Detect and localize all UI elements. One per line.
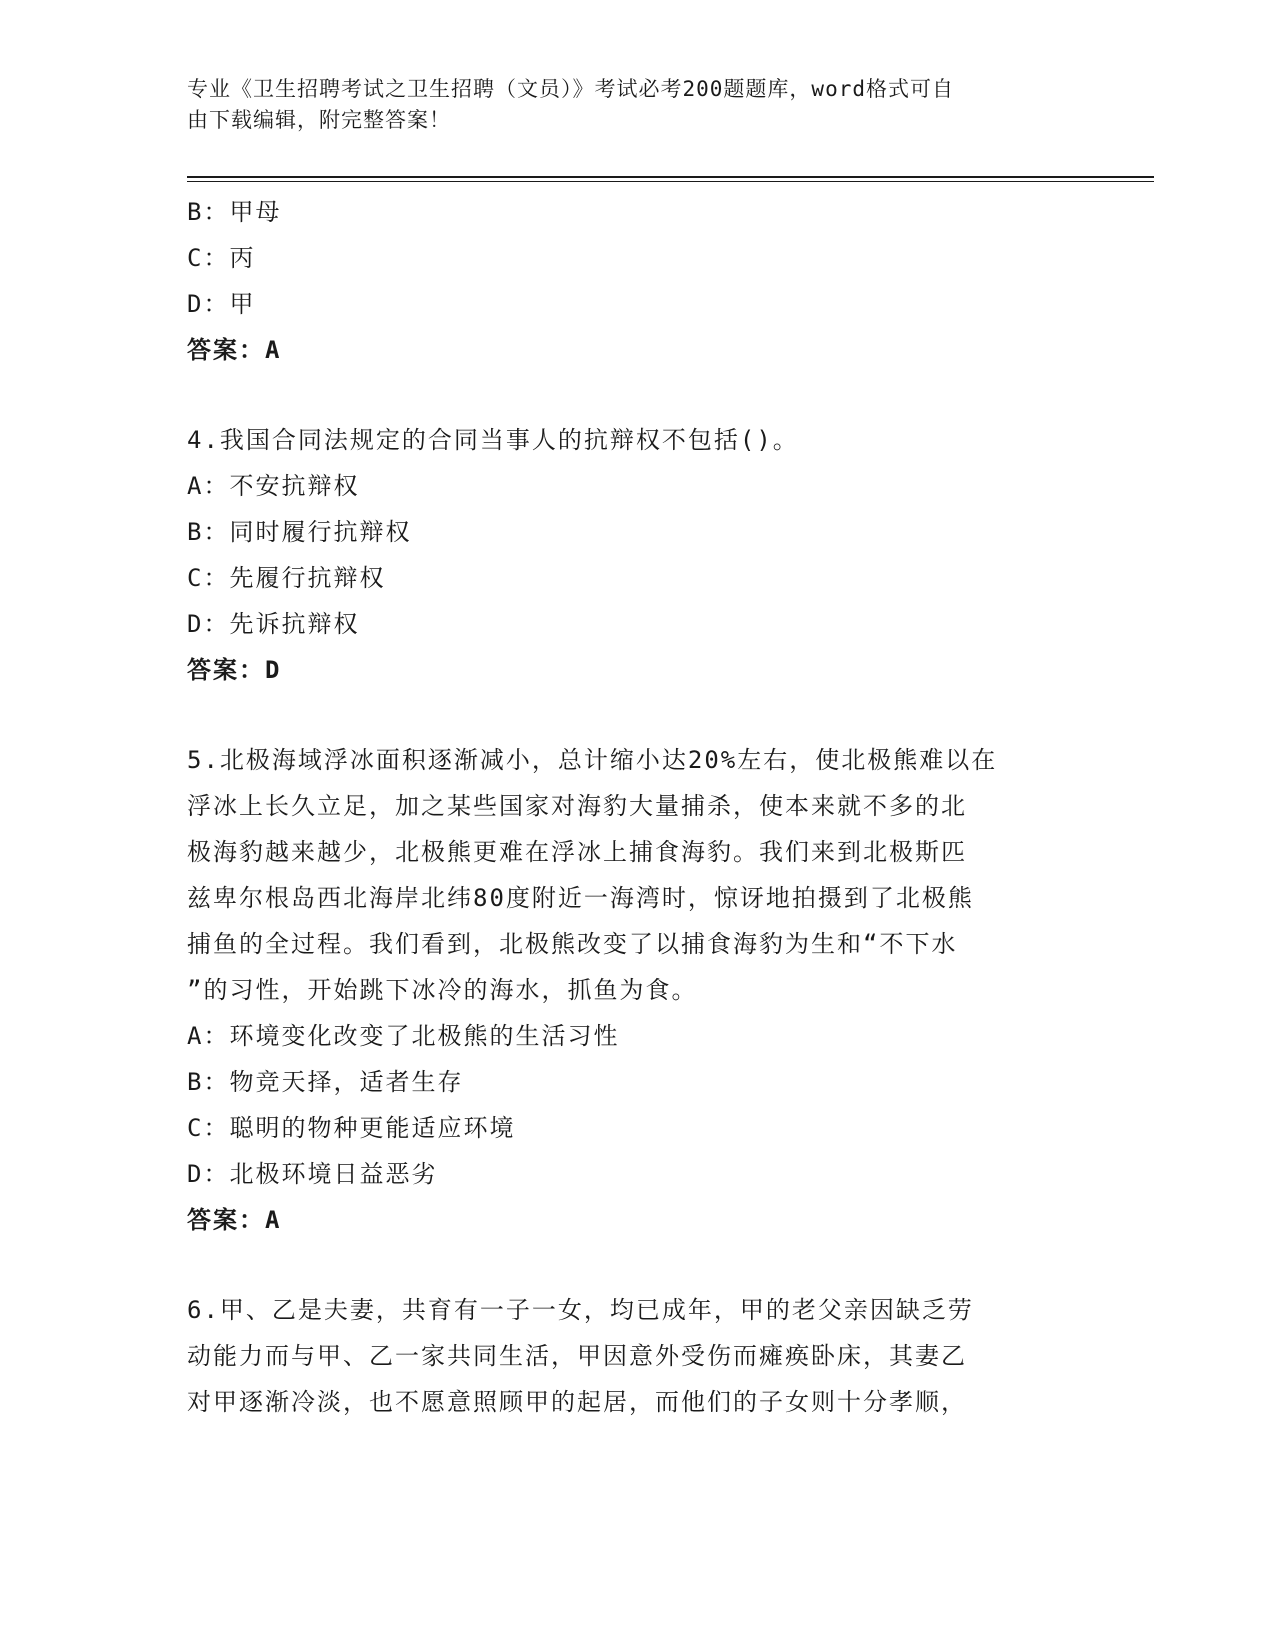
spacer bbox=[187, 1243, 1087, 1287]
spacer bbox=[187, 693, 1087, 737]
option-a: A：环境变化改变了北极熊的生活习性 bbox=[187, 1022, 620, 1050]
option-b: B：物竞天择，适者生存 bbox=[187, 1068, 464, 1096]
spacer bbox=[187, 373, 1087, 417]
option-b: B：同时履行抗辩权 bbox=[187, 518, 412, 546]
question-stem: 动能力而与甲、乙一家共同生活，甲因意外受伤而瘫痪卧床，其妻乙 bbox=[187, 1342, 967, 1370]
header-line: 由下载编辑，附完整答案！ bbox=[187, 108, 451, 132]
question-stem: ”的习性，开始跳下冰冷的海水，抓鱼为食。 bbox=[187, 976, 698, 1004]
question-stem: 捕鱼的全过程。我们看到，北极熊改变了以捕食海豹为生和“不下水 bbox=[187, 930, 958, 958]
question-stem: 6.甲、乙是夫妻，共育有一子一女，均已成年，甲的老父亲因缺乏劳 bbox=[187, 1296, 974, 1324]
answer: 答案：D bbox=[187, 656, 282, 684]
option-d: D：甲 bbox=[187, 290, 256, 318]
question-5 bbox=[187, 737, 1087, 1243]
option-a: A：不安抗辩权 bbox=[187, 472, 360, 500]
question-stem: 5.北极海域浮冰面积逐渐减小，总计缩小达20%左右，使北极熊难以在 bbox=[187, 746, 998, 774]
document-header bbox=[187, 74, 1067, 136]
header-divider-thin bbox=[187, 181, 1154, 182]
question-stem: 兹卑尔根岛西北海岸北纬80度附近一海湾时，惊讶地拍摄到了北极熊 bbox=[187, 884, 974, 912]
question-6 bbox=[187, 1287, 1087, 1425]
option-c: C：丙 bbox=[187, 244, 256, 272]
question-stem: 极海豹越来越少，北极熊更难在浮冰上捕食海豹。我们来到北极斯匹 bbox=[187, 838, 967, 866]
answer: 答案：A bbox=[187, 1206, 282, 1234]
option-b: B：甲母 bbox=[187, 198, 282, 226]
option-d: D：先诉抗辩权 bbox=[187, 610, 360, 638]
answer: 答案：A bbox=[187, 336, 282, 364]
question-3-tail bbox=[187, 189, 1087, 373]
option-c: C：先履行抗辩权 bbox=[187, 564, 386, 592]
question-stem: 浮冰上长久立足，加之某些国家对海豹大量捕杀，使本来就不多的北 bbox=[187, 792, 967, 820]
header-divider bbox=[187, 176, 1154, 178]
question-stem: 4.我国合同法规定的合同当事人的抗辩权不包括()。 bbox=[187, 426, 799, 454]
header-line: 专业《卫生招聘考试之卫生招聘（文员）》考试必考200题题库，word格式可自 bbox=[187, 77, 954, 101]
question-stem: 对甲逐渐冷淡，也不愿意照顾甲的起居，而他们的子女则十分孝顺， bbox=[187, 1388, 967, 1416]
option-d: D：北极环境日益恶劣 bbox=[187, 1160, 438, 1188]
option-c: C：聪明的物种更能适应环境 bbox=[187, 1114, 516, 1142]
question-4 bbox=[187, 417, 1087, 693]
document-body bbox=[187, 189, 1087, 1425]
